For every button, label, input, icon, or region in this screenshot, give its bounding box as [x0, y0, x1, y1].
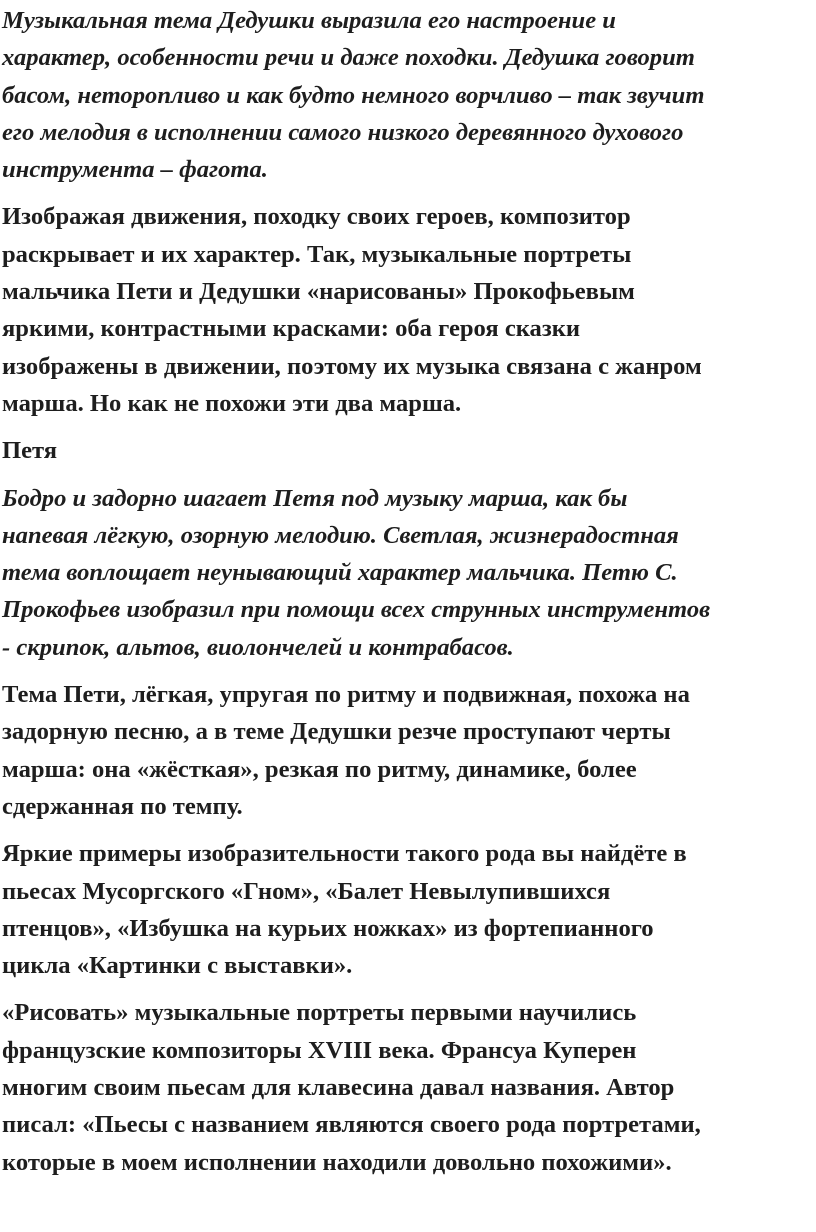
paragraph-character-movement — [2, 198, 816, 422]
text-line: марша. Но как не похожи эти два марша. — [2, 389, 462, 417]
text-line: которые в моем исполнении находили довольно похожими». — [2, 1148, 672, 1176]
text-line: раскрывает и их характер. Так, музыкальные портреты — [2, 240, 632, 268]
text-line: задорную песню, а в теме Дедушки резче проступают черты — [2, 718, 671, 746]
text-line: марша: она «жёсткая», резкая по ритму, динамике, более — [2, 755, 637, 783]
paragraph-grandfather-theme — [2, 2, 816, 188]
text-line: птенцов», «Избушка на курьих ножках» из фортепианного — [2, 914, 654, 942]
section-heading-petya — [2, 432, 816, 469]
paragraph-theme-comparison — [2, 676, 816, 825]
text-line: цикла «Картинки с выставки». — [2, 952, 353, 980]
text-line: Яркие примеры изобразительности такого рода вы найдёте в — [2, 840, 687, 868]
text-line: французские композиторы XVIII века. Франсуа Куперен — [2, 1036, 637, 1064]
text-line: - скрипок, альтов, виолончелей и контрабасов. — [2, 633, 514, 661]
text-line: «Рисовать» музыкальные портреты первыми научились — [2, 999, 637, 1027]
paragraph-french-composers — [2, 994, 816, 1180]
text-line: Бодро и задорно шагает Петя под музыку марша, как бы — [2, 484, 628, 512]
text-line: инструмента – фагота. — [2, 156, 268, 184]
heading-text: Петя — [2, 437, 58, 465]
text-line: сдержанная по темпу. — [2, 792, 243, 820]
paragraph-petya-theme — [2, 480, 816, 666]
text-line: Музыкальная тема Дедушки выразила его настроение и — [2, 7, 616, 34]
text-line: характер, особенности речи и даже походки. Дедушка говорит — [2, 44, 695, 72]
text-line: пьесах Мусоргского «Гном», «Балет Невылупившихся — [2, 877, 611, 905]
text-line: многим своим пьесам для клавесина давал названия. Автор — [2, 1074, 675, 1102]
paragraph-mussorgsky-examples — [2, 835, 816, 984]
text-line: мальчика Пети и Дедушки «нарисованы» Прокофьевым — [2, 278, 635, 306]
text-line: писал: «Пьесы с названием являются своего рода портретами, — [2, 1111, 701, 1139]
text-line: тема воплощает неунывающий характер мальчика. Петю С. — [2, 559, 678, 587]
text-line: яркими, контрастными красками: оба героя сказки — [2, 315, 581, 343]
text-line: напевая лёгкую, озорную мелодию. Светлая, жизнерадостная — [2, 521, 679, 549]
text-line: Прокофьев изобразил при помощи всех струнных инструментов — [2, 596, 711, 624]
text-line: Изображая движения, походку своих героев, композитор — [2, 203, 631, 231]
text-line: его мелодия в исполнении самого низкого деревянного духового — [2, 118, 684, 146]
text-line: Тема Пети, лёгкая, упругая по ритму и подвижная, похожа на — [2, 681, 690, 709]
text-line: басом, неторопливо и как будто немного ворчливо – так звучит — [2, 81, 705, 109]
text-line: изображены в движении, поэтому их музыка связана с жанром — [2, 352, 702, 380]
